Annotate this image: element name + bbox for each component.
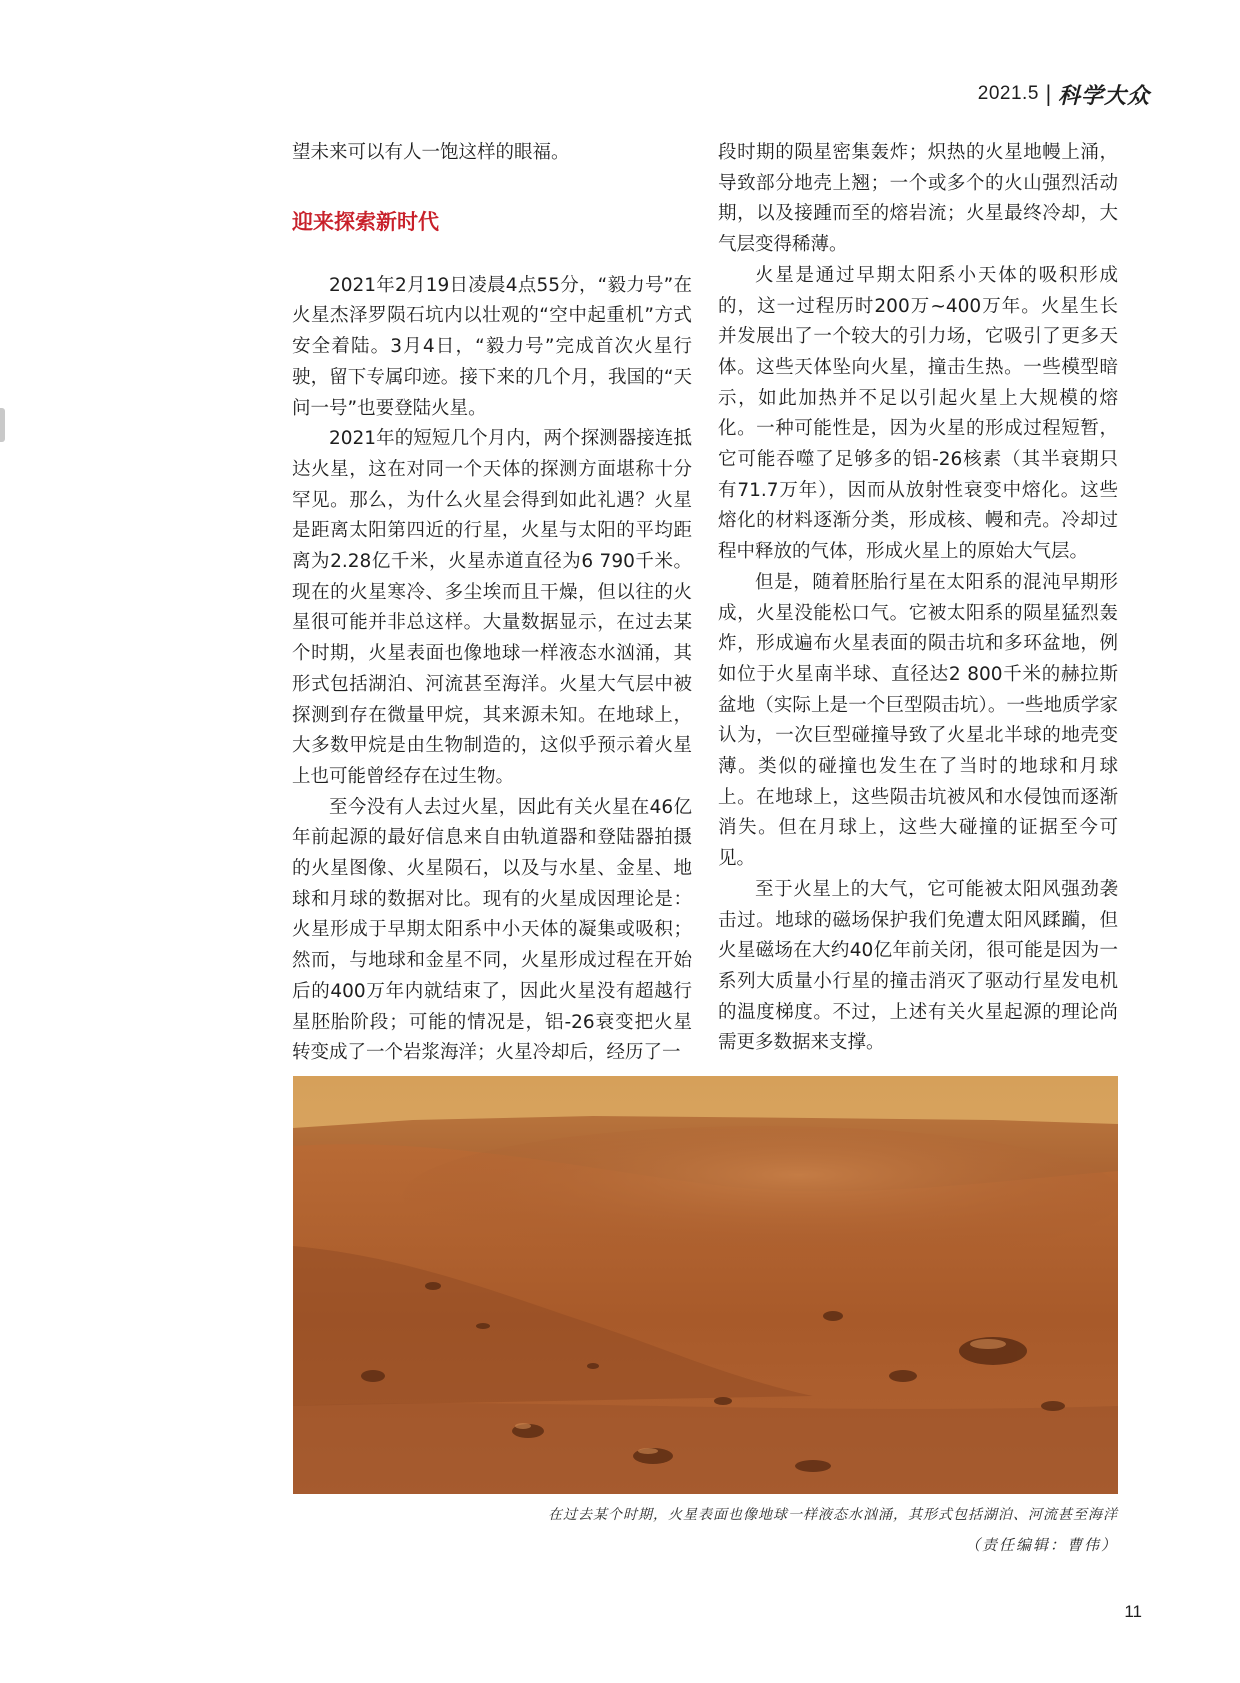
issue-number: 2021.5 [977, 83, 1039, 104]
crater-basin [403, 1126, 1118, 1266]
running-header [978, 78, 1150, 110]
mars-landscape-photo [293, 1076, 1118, 1494]
section-heading: 迎来探索新时代 [292, 209, 439, 234]
photo-caption: 在过去某个时期，火星表面也像地球一样液态水汹涌，其形式包括湖泊、河流甚至海洋 [548, 1507, 1118, 1523]
left-paragraph-2: 2021年的短短几个月内，两个探测器接连抵达火星，这在对同一个天体的探测方面堪称十分罕见。那么，为什么火星会得到如此礼遇？火星是距离太阳第四近的行星，火星与太阳的平均距离为2.28亿千米，火星赤道直径为6 790千米。现在的火星寒冷、多尘埃而且干燥，但以往的火星很可能并非总这样。大量数据显示，在过去某个时期，火星表面也像地球一样液态水汹涌，其形式包括湖泊、河流甚至海洋。火星大气层中被探测到存在微量甲烷，其来源未知。在地球上，大多数甲烷是由生物制造的，这似乎预示着火星上也可能曾经存在过生物。 [292, 428, 692, 787]
editor-credit: （责任编辑：曹伟） [964, 1536, 1118, 1554]
left-paragraph-continued: 望未来可以有人一饱这样的眼福。 [292, 142, 570, 163]
page-edge-tab [0, 408, 5, 442]
foreground-shadow [293, 1403, 1118, 1494]
right-paragraph-2: 但是，随着胚胎行星在太阳系的混沌早期形成，火星没能松口气。它被太阳系的陨星猛烈轰炸，形成遍布火星表面的陨击坑和多环盆地，例如位于火星南半球、直径达2 800千米的赫拉斯盆地（实际上是一个巨型陨击坑）。一些地质学家认为，一次巨型碰撞导致了火星北半球的地壳变薄。类似的碰撞也发生在了当时的地球和月球上。在地球上，这些陨击坑被风和水侵蚀而逐渐消失。但在月球上，这些大碰撞的证据至今可见。 [718, 571, 1118, 870]
right-paragraph-continued: 段时期的陨星密集轰炸；炽热的火星地幔上涌，导致部分地壳上翘；一个或多个的火山强烈活动期，以及接踵而至的熔岩流；火星最终冷却，大气层变得稀薄。 [718, 142, 1118, 256]
right-paragraph-3: 至于火星上的大气，它可能被太阳风强劲袭击过。地球的磁场保护我们免遭太阳风蹂躏，但火星磁场在大约40亿年前关闭，很可能是因为一系列大质量小行星的撞击消灭了驱动行星发电机的温度梯度。不过，上述有关火星起源的理论尚需更多数据来支撑。 [718, 878, 1118, 1054]
right-column [718, 138, 1118, 1059]
page-number: 11 [1124, 1602, 1142, 1621]
left-paragraph-3: 至今没有人去过火星，因此有关火星在46亿年前起源的最好信息来自由轨道器和登陆器拍摄的火星图像、火星陨石，以及与水星、金星、地球和月球的数据对比。现有的火星成因理论是：火星形成于早期太阳系中小天体的凝集或吸积；然而，与地球和金星不同，火星形成过程在开始后的400万年内就结束了，因此火星没有超越行星胚胎阶段；可能的情况是，铝-26衰变把火星转变成了一个岩浆海洋；火星冷却后，经历了一 [292, 796, 692, 1064]
left-paragraph-1: 2021年2月19日凌晨4点55分，“毅力号”在火星杰泽罗陨石坑内以壮观的“空中起重机”方式安全着陆。3月4日，“毅力号”完成首次火星行驶，留下专属印迹。接下来的几个月，我国的“天问一号”也要登陆火星。 [292, 274, 692, 419]
header-separator: | [1044, 82, 1052, 106]
left-column [292, 138, 692, 1069]
right-paragraph-1: 火星是通过早期太阳系小天体的吸积形成的，这一过程历时200万~400万年。火星生长并发展出了一个较大的引力场，它吸引了更多天体。这些天体坠向火星，撞击生热。一些模型暗示，如此加热并不足以引起火星上大规模的熔化。一种可能性是，因为火星的形成过程短暂，它可能吞噬了足够多的铝-26核素（其半衰期只有71.7万年），因而从放射性衰变中熔化。这些熔化的材料逐渐分类，形成核、幔和壳。冷却过程中释放的气体，形成火星上的原始大气层。 [718, 264, 1118, 563]
magazine-logo: 科学大众 [1057, 82, 1150, 109]
